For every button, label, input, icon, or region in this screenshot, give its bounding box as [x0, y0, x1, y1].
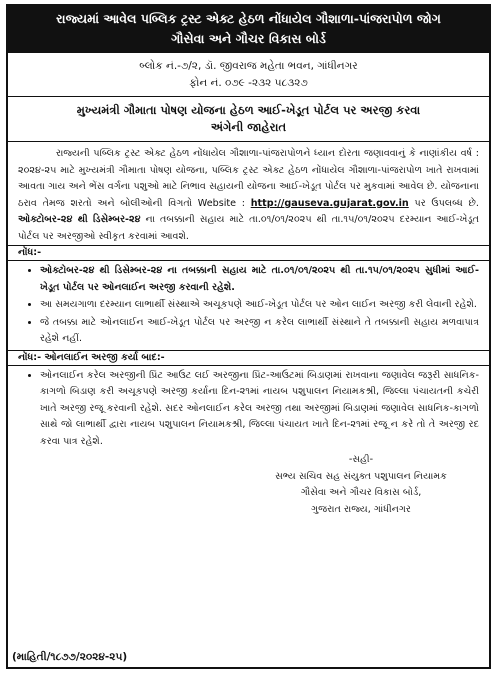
after-apply-list	[18, 368, 479, 451]
signed-mark: -સહી-	[348, 454, 374, 465]
note-point: • ઓક્ટોબર-૨૪ થી ડિસેમ્બર-૨૪ ના તબક્કાની સહાય માટે તા.૦૧/૦૧/૨૦૨૫ થી તા.૧૫/૦૧/૨૦૨૫ સુધીમાં આઈ-ખેડૂત પોર્ટલ પર ઓનલાઈન અરજી કરવાની રહેશે.	[40, 263, 479, 296]
note-list	[18, 263, 479, 348]
intro-text-a: રાજ્યની પબ્લિક ટ્રસ્ટ એક્ટ હેઠળ નોંધાયેલ ગૌશાળા-પાંજરાપોળને ધ્યાન દોરતા જણાવવાનું કે નાણાંકીય વર્ષ : ૨૦૨૪-૨૫ માટે મુખ્યમંત્રી ગૌમાતા પોષણ યોજના, પબ્લિક ટ્રસ્ટ એક્ટ હેઠળ નોંધાયેલ ગૌશાળા-પાંજરાપોળ ખાતે રાખવામાં આવતા ગાય અને ભેંસ વર્ગના પશુઓ માટે નિભાવ સહાયની યોજના આઈ-ખેડૂત પોર્ટલ પર મુકવામાં આવેલ છે. યોજનાના ઠરાવ તેમજ શરતો અને બોલીઓની વિગતો Website :	[18, 148, 479, 209]
note-heading: નોંધ:-	[8, 245, 489, 261]
signatory-office: ગૌસેવા અને ગૌચર વિકાસ બોર્ડ,	[300, 487, 422, 498]
notice-header	[8, 6, 489, 53]
signatory-designation: સભ્ય સચિવ સહ સંયુક્ત પશુપાલન નિયામક	[275, 470, 447, 482]
intro-text-b: પર ઉપલબ્ધ છે.	[408, 197, 479, 209]
after-apply-point: • ઓનલાઈન કરેલ અરજીની પ્રિંટ આઉટ લઈ અરજીના પ્રિંટ-આઉટમાં બિડાણમાં રાખવાના જણાવેલ જરૂરી સાધનિક-કાગળો બિડાણ કરી અચૂકપણે અરજી કર્યાના દિન-૨૧માં નાયબ પશુપાલન નિયામકશ્રી, જિલ્લા પંચાયતની કચેરી ખાતે અરજી રજૂ કરવાની રહેશે. સદર ઓનલાઈન કરેલ અરજી તથા અરજીમાં બિડાણમાં જણાવેલ સાધનિક-કાગળો સાથે જો લાભાર્થી દ્વારા નાયબ પશુપાલન નિયામકશ્રી, જિલ્લા પંચાયત ખાતે દિન-૨૧માં રજૂ ન કરે તો તે અરજી રદ કરવા પાત્ર રહેશે.	[40, 368, 479, 451]
subject-line2: અંગેની જાહેરાત	[210, 120, 287, 134]
address-line: બ્લોક નં.-૭/૨, ડૉ. જીવરાજ મહેતા ભવન, ગાંધીનગર	[139, 60, 358, 72]
note-point: • આ સમયગાળા દરમ્યાન લાભાર્થી સંસ્થાએ અચૂકપણે આઈ-ખેડૂત પોર્ટલ પર ઓન લાઈન અરજી કરી લેવાની રહેશે.	[40, 297, 479, 314]
intro-text-d: ના તબક્કાની સહાય માટે તા.૦૧/૦૧/૨૦૨૫ થી તા.૧૫/૦૧/૨૦૨૫ દરમ્યાન આઈ-ખેડૂત પોર્ટલ પર અરજીઓ સ્વીકૃત કરવામાં આવશે.	[18, 214, 479, 242]
subject-line1: મુખ્યમંત્રી ગૌમાતા પોષણ યોજના હેઠળ આઈ-ખેડૂત પોર્ટલ પર અરજી કરવા	[76, 103, 421, 117]
signature-block	[243, 452, 479, 518]
office-address	[8, 53, 489, 97]
signatory-location: ગુજરાત રાજ્ય, ગાંધીનગર	[311, 503, 411, 515]
header-title-line1: રાજ્યમાં આવેલ પબ્લિક ટ્રસ્ટ એક્ટ હેઠળ નોંધાયેલ ગૌશાળા-પાંજરાપોળ જોગ	[56, 11, 441, 26]
notice-body	[8, 142, 489, 518]
phone-line: ફોન નં. ૦૭૯ -૨૩૨ ૫૮૩૨૭	[189, 77, 308, 89]
release-code: (માહિતી/૧૮૭૭/૨૦૨૪-૨૫)	[12, 651, 128, 663]
after-apply-heading: નોંધ:- ઓનલાઈન અરજી કર્યા બાદ:-	[8, 350, 489, 366]
notice-subject	[8, 97, 489, 142]
intro-period: ઓક્ટોબર-૨૪ થી ડિસેમ્બર-૨૪	[18, 214, 141, 225]
notice-box	[6, 4, 491, 669]
note-point: • જે તબક્કા માટે ઓનલાઈન આઈ-ખેડૂત પોર્ટલ પર અરજી ન કરેલ લાભાર્થી સંસ્થાને તે તબક્કાની સહાય મળવાપાત્ર રહેશે નહીં.	[40, 315, 479, 348]
header-title-line2: ગૌસેવા અને ગૌચર વિકાસ બોર્ડ	[171, 31, 326, 46]
intro-paragraph	[18, 146, 479, 245]
website-link[interactable]: http://gauseva.gujarat.gov.in	[250, 197, 409, 209]
